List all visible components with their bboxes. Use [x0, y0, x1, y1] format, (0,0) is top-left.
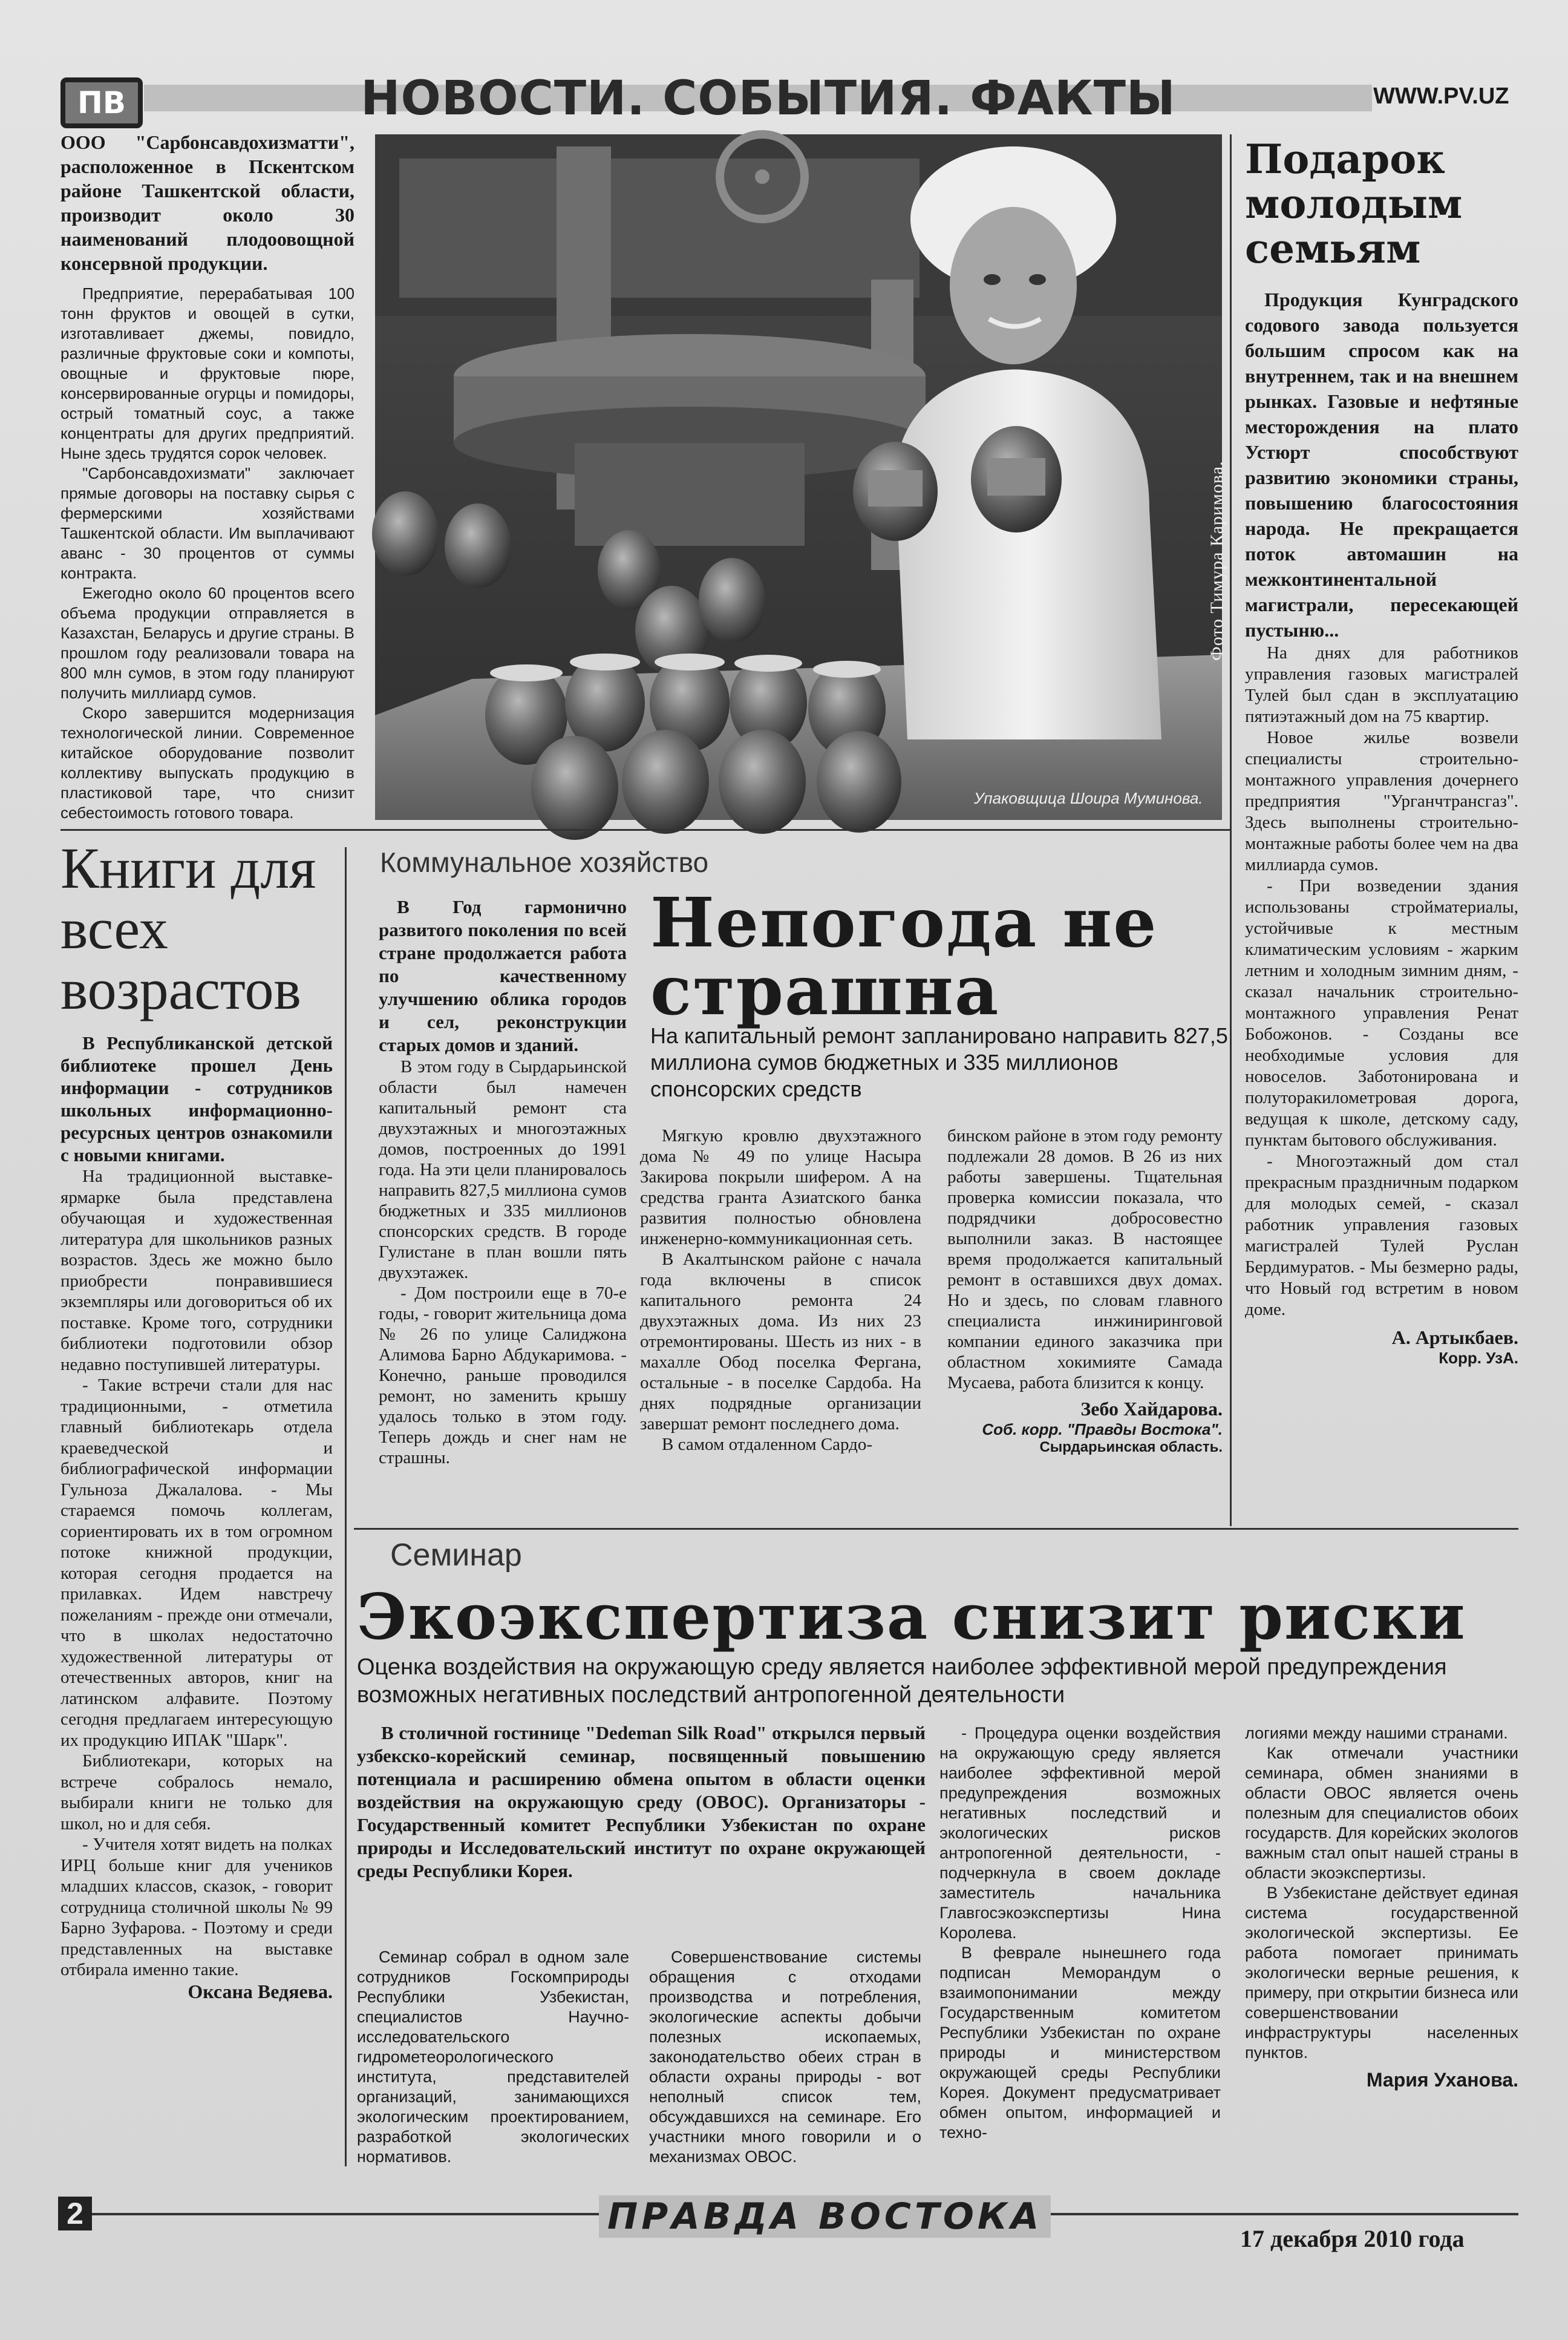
weather-col-3	[947, 1126, 1223, 1456]
eco-paragraph: - Процедура оценки воздействия на окружающую среду является наиболее эффективной мерой предупреждения возможных негативных последствий и экологических рисков антропогенной деятельности, - подчеркнула в своем докладе заместитель начальника Главгосэкоэкспертизы Нина Королева.	[939, 1724, 1221, 1942]
section-divider	[354, 1528, 1518, 1530]
weather-author-region: Сырдарьинская область.	[1039, 1439, 1223, 1455]
eco-paragraph: В Узбекистане действует единая система государственной экологической экспертизы. Ее работа помогает принимать экологически верные решения, к примеру, при открытии бизнеса или совершенствовании инфраструктуры населенных пунктов.	[1245, 1884, 1518, 2062]
books-author: Оксана Ведяева.	[188, 1980, 333, 2002]
books-paragraph: - Учителя хотят видеть на полках ИРЦ больше книг для учеников младших классов, сказок, - говорит сотрудница столичной школы № 99 Барно Зуфарова. - Поэтому и среди представленных на выставке отбирала именно такие.	[60, 1835, 333, 1979]
weather-lead: В Год гармонично развитого поколения по всей стране продолжается работа по качественному улучшению облика городов и сел, реконструкции старых домов и зданий.	[379, 896, 627, 1055]
weather-paragraph: бинском районе в этом году ремонту подлежали 28 домов. В 26 из них работы завершены. Тщательная проверка комиссии показала, что подрядчики добросовестно выполнили заказ. В настоящее время продолжается капитальный ремонт в оставшихся двух домах. Но и здесь, по словам главного специалиста инжиниринговой компании единого заказчика при областном хокимияте Самада Мусаева, работа близится к концу.	[947, 1126, 1223, 1392]
eco-paragraph: Совершенствование системы обращения с отходами производства и потребления, экологические аспекты добычи полезных ископаемых, законодательство обеих стран в области охраны природы - вот неполный список тем, обсуждавшихся на семинаре. Его участники много говорили и о механизмах ОВОС.	[649, 1948, 921, 2166]
plant-paragraph: Предприятие, перерабатывая 100 тонн фруктов и овощей в сутки, изготавливает джемы, повидло, различные фруктовые соки и компоты, овощные и фруктовые пюре, консервированные огурцы и помидоры, острый томатный соус, а также концентраты для других предприятий. Ныне здесь трудятся сорок человек.	[60, 284, 354, 462]
eco-title: Экоэкспертиза снизит риски	[357, 1579, 1466, 1654]
weather-subtitle: На капитальный ремонт запланировано направить 827,5 миллиона сумов бюджетных и 335 миллионов спонсорских средств	[650, 1023, 1228, 1101]
newspaper-title: ПРАВДА ВОСТОКА	[599, 2195, 1051, 2238]
weather-rubric: Коммунальное хозяйство	[380, 847, 709, 878]
weather-paragraph: - Дом построили еще в 70-е годы, - говорит жительница дома № 26 по улице Салиджона Алимова Барно Абдукаримова. - Конечно, раньше проводился ремонт, но заменить крышу удалось только в этом году. Теперь дождь и снег нам не страшны.	[379, 1283, 627, 1467]
plant-lead: ООО "Сарбонсавдохизматти", расположенное в Пскентском районе Ташкентской области, производит около 30 наименований плодоовощной консервной продукции.	[60, 131, 354, 274]
gift-lead: Продукция Кунградского содового завода пользуется большим спросом как на внутреннем, так и на внешнем рынках. Газовые и нефтяные месторождения на плато Устюрт способствуют развитию экономики страны, повышению благосостояния народа. Не прекращается поток автомашин на межконтинентальной магистрали, пересекающей пустыню...	[1245, 289, 1518, 641]
factory-photo-image	[375, 134, 1222, 820]
books-title: Книги для всех возрастов	[60, 836, 316, 1021]
gift-author-role: Корр. УзА.	[1439, 1349, 1518, 1367]
eco-paragraph: В феврале нынешнего года подписан Меморандум о взаимопонимании между Государственным комитетом Республики Узбекистан по охране природы и министерством окружающей среды Республики Корея. Документ предусматривает обмен опытом, информацией и техно-	[939, 1944, 1221, 2142]
section-divider	[60, 829, 1230, 831]
weather-paragraph: В Акалтынском районе с начала года включены в список капитального ремонта 24 двухэтажных дома. Из них 23 отремонтированы. Шесть из них - в махалле Обод поселка Фергана, остальные - в поселке Сардоба. На днях подрядные организации завершат ремонт последнего дома.	[640, 1250, 921, 1434]
eco-author: Мария Уханова.	[1366, 2069, 1518, 2091]
newspaper-logo: ПВ	[60, 77, 143, 128]
books-article	[60, 838, 333, 2003]
weather-body-3	[947, 1126, 1223, 1393]
books-body	[60, 1166, 333, 1981]
factory-photo	[375, 134, 1227, 820]
books-lead: В Республиканской детской библиотеке прошел День информации - сотрудников школьных информационно-ресурсных центров ознакомили с новыми книгами.	[60, 1032, 333, 1165]
weather-paragraph: Мягкую кровлю двухэтажного дома № 49 по улице Насыра Закирова покрыли шифером. А на средства гранта Азиатского банка развития полностью обновлена инженерно-коммуникационная сеть.	[640, 1126, 921, 1248]
eco-lead-block	[357, 1722, 926, 1883]
section-rubric: НОВОСТИ. СОБЫТИЯ. ФАКТЫ	[361, 71, 1176, 126]
gift-body	[1245, 643, 1518, 1320]
books-paragraph: Библиотекари, которых на встрече собралось немало, выбирали книги не только для школ, но и для себя.	[60, 1751, 333, 1834]
books-paragraph: На традиционной выставке-ярмарке была представлена обучающая и художественная литература для школьников разных возрастов. Здесь же можно было приобрести понравившиеся экземпляры или договориться об их поставке. Кроме того, сотрудники библиотеки подготовили обзор недавно поступившей литературы.	[60, 1167, 333, 1374]
photo-credit: Фото Тимура Каримова.	[1207, 460, 1227, 661]
website-link[interactable]: WWW.PV.UZ	[1373, 84, 1509, 109]
weather-col-2	[640, 1126, 921, 1455]
weather-body-1	[379, 1057, 627, 1468]
photo-caption: Упаковщица Шоира Муминова.	[974, 789, 1203, 807]
gift-paragraph: - Многоэтажный дом стал прекрасным праздничным подарком для молодых семей, - сказал работник управления газовых магистралей Тулей Руслан Бердимуратов. - Мы безмерно рады, что Новый год встретим в новом доме.	[1245, 1152, 1518, 1319]
plant-body	[60, 284, 354, 823]
weather-title: Непогода не страшна	[650, 883, 1158, 1031]
eco-col-2	[649, 1947, 921, 2167]
column-divider	[345, 847, 347, 2166]
plant-paragraph: Скоро завершится модернизация технологической линии. Современное китайское оборудование позволит коллективу выпускать продукцию в пластиковой таре, что снизит себестоимость готового товара.	[60, 704, 354, 822]
gift-paragraph: На днях для работников управления газовых магистралей Тулей был сдан в эксплуатацию пятиэтажный дом на 75 квартир.	[1245, 643, 1518, 726]
weather-paragraph: В этом году в Сырдарьинской области был намечен капитальный ремонт ста двухэтажных и многоэтажных домов, построенных до 1991 года. На эти цели планировалось направить 827,5 миллиона сумов бюджетных и 335 миллионов спонсорских средств. В городе Гулистане в план вошли пять двухэтажек.	[379, 1057, 627, 1282]
eco-lead: В столичной гостинице "Dedeman Silk Road" открылся первый узбекско-корейский семинар, посвященный повышению потенциала и расширению обмена опытом в области оценки воздействия на окружающую среду (ОВОС). Организаторы - Государственный комитет Республики Узбекистан по охране природы и Исследовательский институт по охране окружающей среды Республики Корея.	[357, 1722, 926, 1881]
weather-col-1	[379, 896, 627, 1468]
gift-paragraph: Новое жилье возвели специалисты строительно-монтажного управления дочернего предприятия "Урганчтрансгаз". Здесь выполнены строительно-монтажные работы более чем на два миллиарда сумов.	[1245, 728, 1518, 874]
weather-paragraph: В самом отдаленном Сардо-	[662, 1435, 873, 1454]
issue-date: 17 декабря 2010 года	[1240, 2225, 1465, 2252]
eco-col-3	[939, 1723, 1221, 2143]
weather-author: Зебо Хайдарова.	[1080, 1398, 1223, 1420]
eco-paragraph: логиями между нашими странами.	[1245, 1724, 1508, 1742]
plant-article	[60, 130, 354, 823]
gift-paragraph: - При возведении здания использованы стройматериалы, устойчивые к местным климатическим условиям - жарким летним и холодным зимним дням, - сказал начальник строительно-монтажного управления Ренат Бобожонов. - Созданы все необходимые условия для новоселов. Заботонирована и полуторакилометровая дорога, ведущая к школе, детскому саду, пунктам бытового обслуживания.	[1245, 876, 1518, 1150]
column-divider	[1230, 134, 1232, 1526]
page-number: 2	[58, 2197, 92, 2230]
eco-paragraph: Как отмечали участники семинара, обмен знаниями в области ОВОС является очень полезным для специалистов обоих государств. Для корейских экологов важным стал опыт нашей страны в области экоэкспертизы.	[1245, 1744, 1518, 1882]
plant-paragraph: Ежегодно около 60 процентов всего объема продукции отправляется в Казахстан, Беларусь и другие страны. В прошлом году реализовали товара на 800 млн сумов, в этом году планируют получить миллиард сумов.	[60, 584, 354, 702]
eco-rubric: Семинар	[390, 1538, 522, 1573]
plant-paragraph: "Сарбонсавдохизмати" заключает прямые договоры на поставку сырья с фермерскими хозяйствами Ташкентской области. Им выплачивают аванс - 30 процентов от суммы контракта.	[60, 464, 354, 582]
weather-author-role: Соб. корр. "Правды Востока".	[982, 1420, 1223, 1438]
eco-col-1	[357, 1947, 629, 2167]
eco-paragraph: Семинар собрал в одном зале сотрудников Госкомприроды Республики Узбекистан, специалистов Научно-исследовательского гидрометеорологического института, представителей организаций, занимающихся экологическим проектированием, разработкой экологических нормативов.	[357, 1948, 629, 2166]
books-paragraph: - Такие встречи стали для нас традиционными, - отметила главный библиотекарь отдела краеведческой и библиографической информации Гульноза Джалалова. - Мы стараемся помочь коллегам, сориентировать их в том огромном потоке книжной продукции, которая сегодня продается на прилавках. Идем навстречу пожеланиям - прежде они отмечали, что в школах недостаточно художественной литературы от отечественных авторов, книг на латинском алфавите. Поэтому сегодня предлагаем интересующую их продукцию ИПАК "Шарк".	[60, 1375, 333, 1750]
gift-title: Подарок молодым семьям	[1245, 136, 1463, 272]
gift-author: А. Артыкбаев.	[1391, 1326, 1518, 1348]
eco-subtitle: Оценка воздействия на окружающую среду является наиболее эффективной мерой предупреждения возможных негативных последствий антропогенной деятельности	[357, 1654, 1447, 1708]
gift-article	[1245, 137, 1518, 1368]
eco-col-4	[1245, 1723, 1518, 2090]
